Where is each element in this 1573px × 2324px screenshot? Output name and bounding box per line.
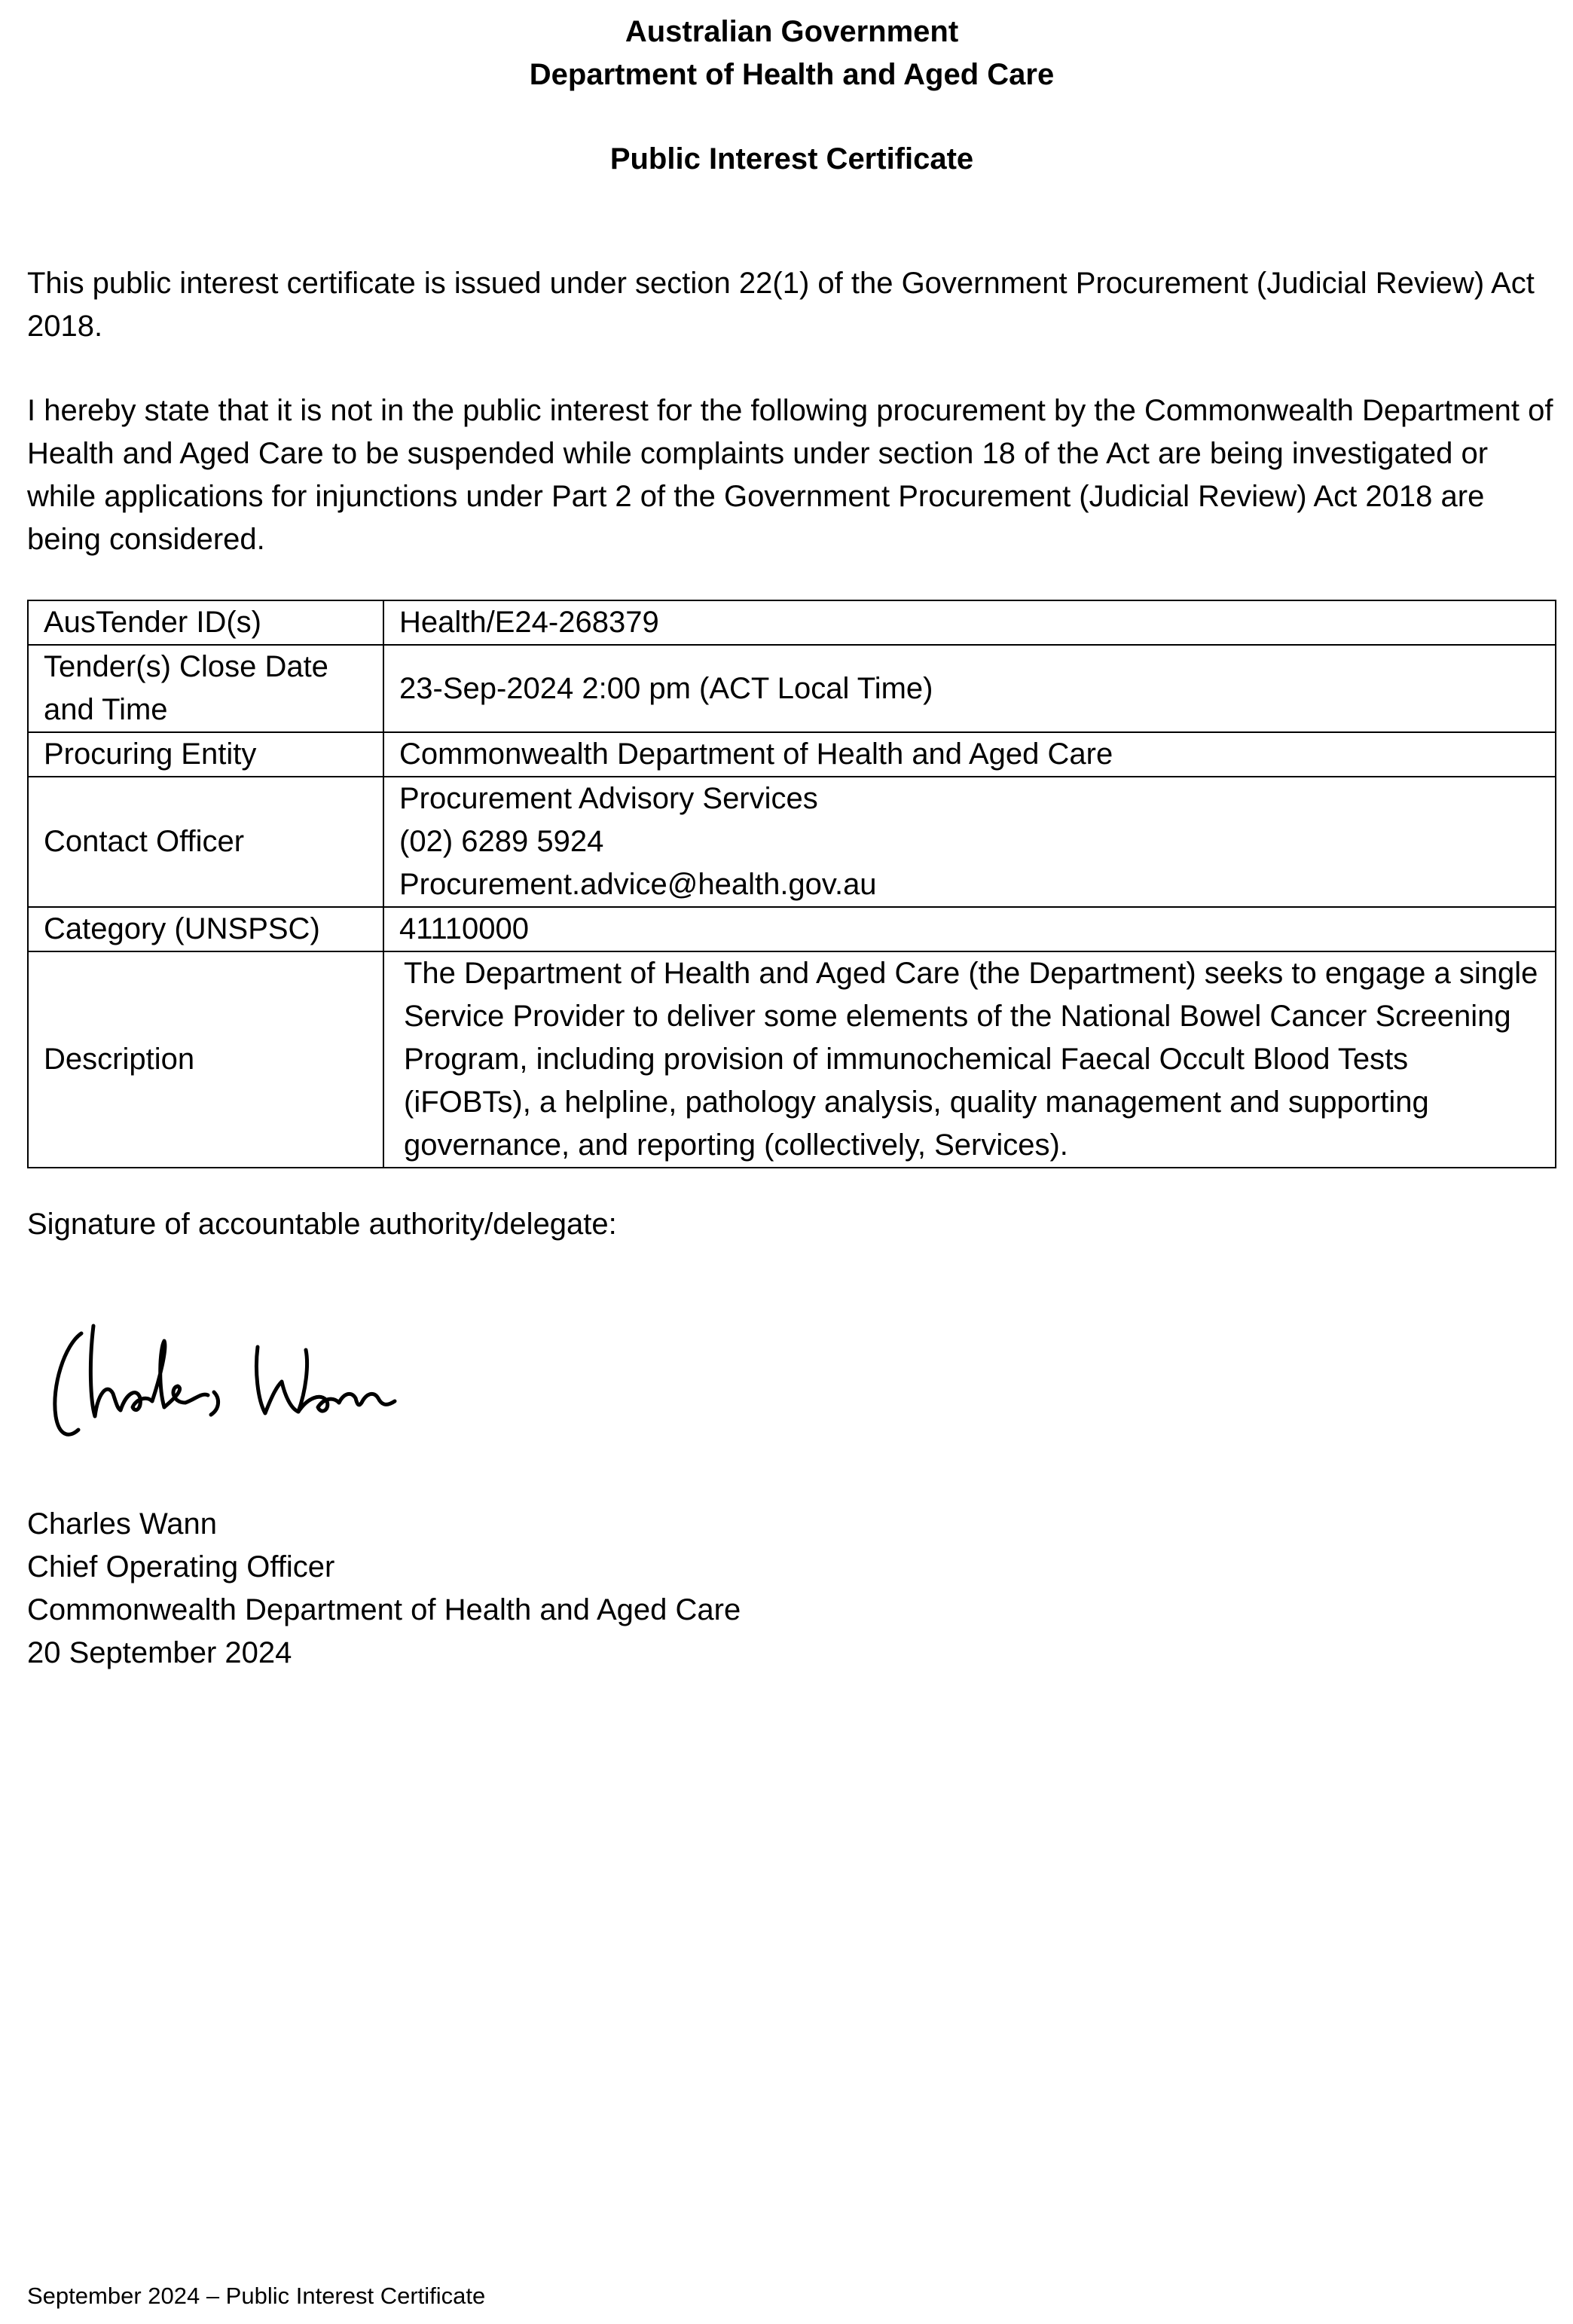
procuring-entity-label: Procuring Entity <box>28 732 383 777</box>
signature-label: Signature of accountable authority/delegate: <box>27 1208 617 1241</box>
table-row-contact <box>28 777 1556 907</box>
category-value: 41110000 <box>383 907 1556 951</box>
procurement-details-table <box>27 600 1556 1168</box>
page-footer: September 2024 – Public Interest Certificate <box>27 2283 486 2309</box>
contact-officer-value <box>383 777 1556 907</box>
category-label: Category (UNSPSC) <box>28 907 383 951</box>
signer-block <box>27 1503 741 1675</box>
close-date-value: 23-Sep-2024 2:00 pm (ACT Local Time) <box>383 645 1556 732</box>
austender-value: Health/E24-268379 <box>383 600 1556 645</box>
intro-paragraph-1: This public interest certificate is issued under section 22(1) of the Government Procurement (Judicial Review) Act 2018. <box>27 267 1535 343</box>
description-label: Description <box>28 951 383 1168</box>
signer-name: Charles Wann <box>27 1507 217 1541</box>
contact-office: Procurement Advisory Services <box>399 782 818 815</box>
austender-label: AusTender ID(s) <box>28 600 383 645</box>
table-row-austender <box>28 600 1556 645</box>
header-department: Department of Health and Aged Care <box>529 58 1055 91</box>
table-row-category <box>28 907 1556 951</box>
contact-email: Procurement.advice@health.gov.au <box>399 868 877 901</box>
handwritten-signature <box>35 1303 457 1446</box>
table-row-entity <box>28 732 1556 777</box>
close-date-label: Tender(s) Close Date and Time <box>28 645 383 732</box>
signer-position: Chief Operating Officer <box>27 1550 335 1583</box>
signer-department: Commonwealth Department of Health and Aged Care <box>27 1593 741 1626</box>
description-value: The Department of Health and Aged Care (the Department) seeks to engage a single Service Provider to deliver some elements of the National Bowel Cancer Screening Program, including provision of immunochemical Faecal Occult Blood Tests (iFOBTs), a helpline, pathology analysis, quality management and supporting governance, and reporting (collectively, Services). <box>383 951 1556 1168</box>
contact-officer-label: Contact Officer <box>28 777 383 907</box>
header-government: Australian Government <box>625 15 959 48</box>
contact-phone: (02) 6289 5924 <box>399 825 604 858</box>
signature-text: Charles Wann <box>35 1303 40 1304</box>
signer-date: 20 September 2024 <box>27 1636 292 1669</box>
procuring-entity-value: Commonwealth Department of Health and Aged Care <box>383 732 1556 777</box>
intro-paragraph-2: I hereby state that it is not in the public interest for the following procurement by the Commonwealth Department of Health and Aged Care to be suspended while complaints under section 18 of the Act are being investigated or while applications for injunctions under Part 2 of the Government Procurement (Judicial Review) Act 2018 are being considered. <box>27 394 1553 556</box>
table-row-close-date <box>28 645 1556 732</box>
table-row-description <box>28 951 1556 1168</box>
page-title: Public Interest Certificate <box>609 142 974 176</box>
